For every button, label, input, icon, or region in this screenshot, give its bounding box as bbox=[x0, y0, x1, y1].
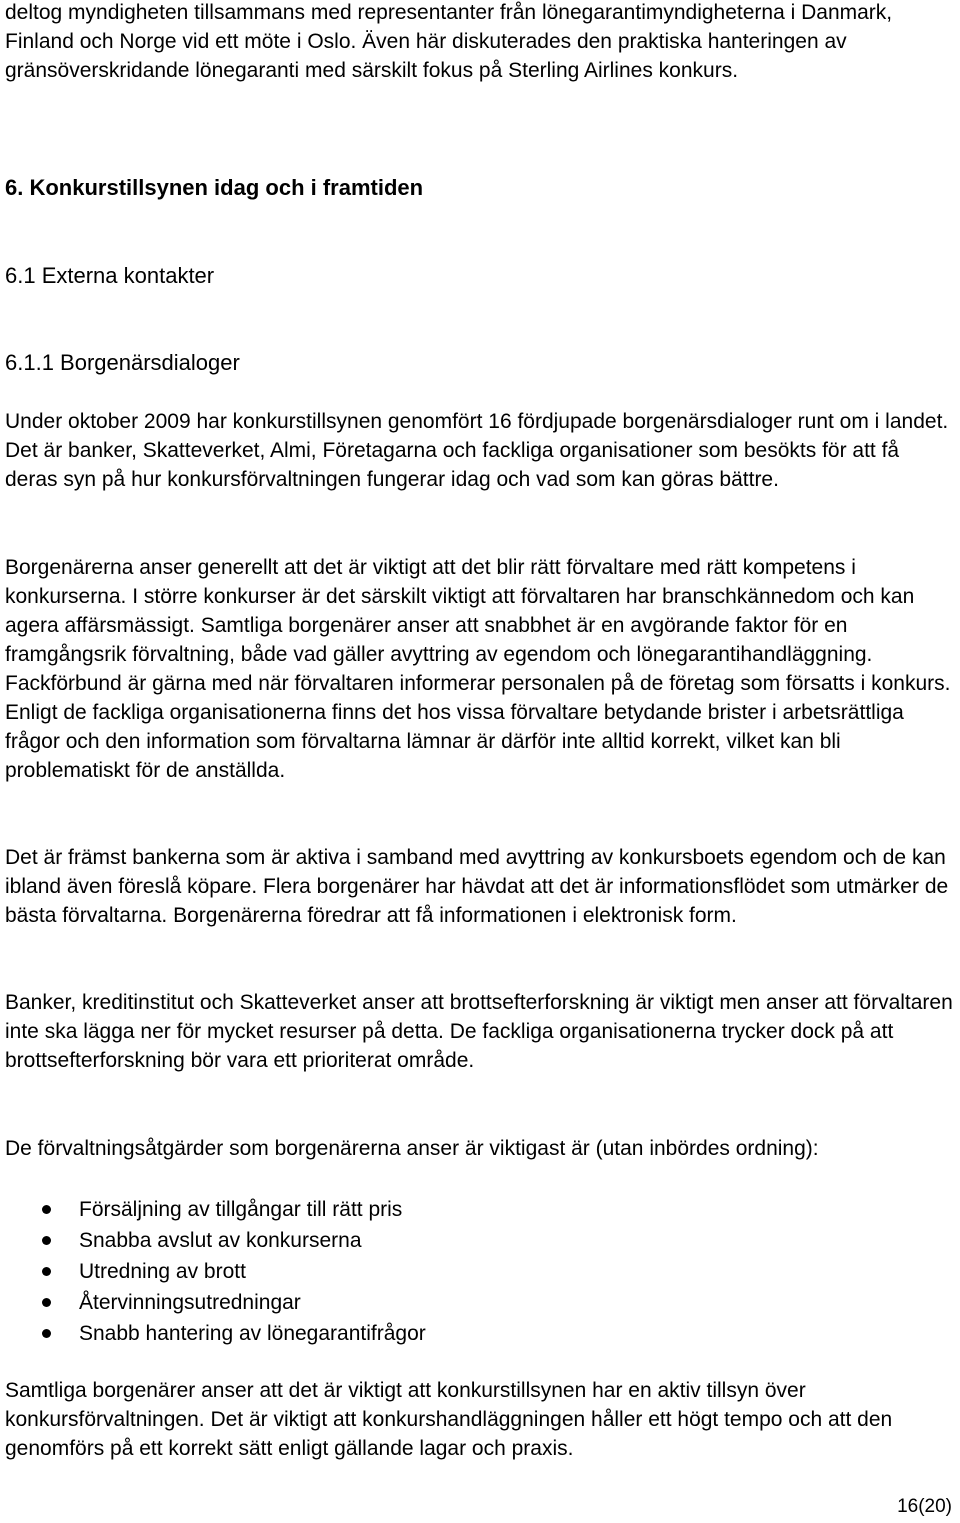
bullet-list bbox=[5, 1194, 905, 1349]
list-item bbox=[5, 1194, 905, 1225]
section-heading: 6. Konkurstillsynen idag och i framtiden bbox=[5, 175, 424, 200]
closing-paragraph: Samtliga borgenärer anser att det är viktigt att konkurstillsynen har en aktiv tillsyn över konkursförvaltningen. Det är viktigt att konkurshandläggningen håller ett högt tempo och att den genomförs på ett korrekt sätt enligt gällande lagar och praxis. bbox=[5, 1379, 893, 1460]
bullet-icon bbox=[42, 1205, 51, 1214]
subsection-heading: 6.1 Externa kontakter bbox=[5, 263, 215, 288]
page-number: 16(20) bbox=[897, 1496, 952, 1517]
list-item-text: Försäljning av tillgångar till rätt pris bbox=[79, 1198, 403, 1221]
bullet-icon bbox=[42, 1267, 51, 1276]
intro-paragraph: deltog myndigheten tillsammans med representanter från lönegarantimyndigheterna i Danmark, Finland och Norge vid ett möte i Oslo. Även här diskuterades den praktiska hanteringen av gränsöverskridande lönegaranti med särskilt fokus på Sterling Airlines konkurs. bbox=[5, 1, 893, 82]
bullet-icon bbox=[42, 1298, 51, 1307]
list-item bbox=[5, 1318, 905, 1349]
list-item-text: Snabb hantering av lönegarantifrågor bbox=[79, 1322, 426, 1345]
bullet-icon bbox=[42, 1329, 51, 1338]
body-paragraph: Under oktober 2009 har konkurstillsynen genomfört 16 fördjupade borgenärsdialoger runt om i landet. Det är banker, Skatteverket, Almi, Företagarna och fackliga organisationer som besökts för att få deras syn på hur konkursförvaltningen fungerar idag och vad som kan göras bättre. bbox=[5, 410, 949, 491]
subsubsection-heading: 6.1.1 Borgenärsdialoger bbox=[5, 350, 240, 375]
list-item-text: Snabba avslut av konkurserna bbox=[79, 1229, 362, 1252]
list-item bbox=[5, 1287, 905, 1318]
bullet-icon bbox=[42, 1236, 51, 1245]
list-item bbox=[5, 1256, 905, 1287]
body-paragraph: Banker, kreditinstitut och Skatteverket anser att brottsefterforskning är viktigt men anser att förvaltaren inte ska lägga ner för mycket resurser på detta. De fackliga organisationerna trycker dock på att brottsefterforskning bör vara ett prioriterat område. bbox=[5, 991, 953, 1072]
list-item-text: Utredning av brott bbox=[79, 1260, 246, 1283]
body-paragraph: Det är främst bankerna som är aktiva i samband med avyttring av konkursboets egendom och de kan ibland även föreslå köpare. Flera borgenärer har hävdat att det är informationsflödet som utmärker de bästa förvaltarna. Borgenärerna föredrar att få informationen i elektronisk form. bbox=[5, 846, 949, 927]
body-paragraph: Borgenärerna anser generellt att det är viktigt att det blir rätt förvaltare med rätt kompetens i konkurserna. I större konkurser är det särskilt viktigt att förvaltaren har branschkännedom och kan agera affärsmässigt. Samtliga borgenärer anser att snabbhet är en avgörande faktor för en framgångsrik förvaltning, både vad gäller avyttring av egendom och lönegarantihandläggning. Fackförbund är gärna med när förvaltaren informerar personalen på de företag som försatts i konkurs. Enligt de fackliga organisationerna finns det hos vissa förvaltare betydande brister i arbetsrättliga frågor och den information som förvaltarna lämnar är därför inte alltid korrekt, vilket kan bli problematiskt för de anställda. bbox=[5, 556, 951, 782]
list-item-text: Återvinningsutredningar bbox=[79, 1291, 301, 1314]
list-item bbox=[5, 1225, 905, 1256]
body-paragraph: De förvaltningsåtgärder som borgenärerna anser är viktigast är (utan inbördes ordning): bbox=[5, 1137, 819, 1160]
